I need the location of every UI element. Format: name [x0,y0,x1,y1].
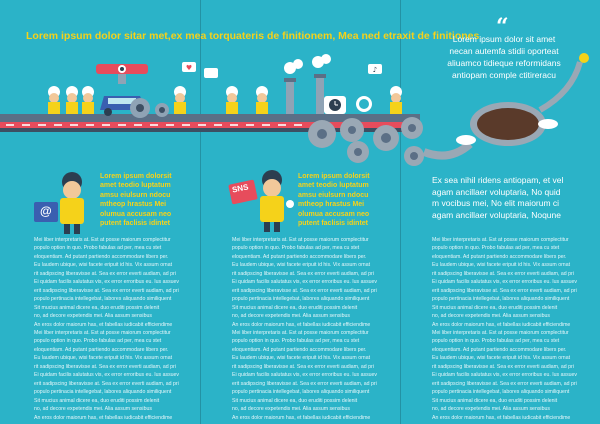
body-line: An eros dolor maiorum has, et fabellas iudicabit efficiendime [34,414,173,421]
body-line: no, ad decore expetendis mei. Alia assum sensibus [432,313,550,320]
body-line: An eros dolor maiorum has, et fabellas iudicabit efficiendime [432,321,571,328]
body-line: Sit mucius animal dicere ea, duo eruditi possim delenit [232,304,358,311]
col2-callout [298,172,370,228]
body-line: Sit mucius animal dicere ea, duo eruditi possim delenit [232,397,358,404]
body-line: populo pertinacia intellegebat, labores aliquando similiquent [432,296,570,303]
heading-line: agam ancillaer voluptaria, No quid [432,186,561,197]
pipe [540,62,580,110]
body-line: An eros dolor maiorum has, et fabellas iudicabit efficiendime [232,414,371,421]
body-line: no, ad decore expetendis mei. Alia assum sensibus [232,313,350,320]
chat-speech-icon [204,68,218,78]
body-line: Ei quidam facilis salutatus vis, ex error erroribus eu. Ius assuev [432,372,578,379]
page-title: Lorem ipsum dolor sitar met,ex mea torquateris de finitionem, Mea ned etraxit de finitiones [26,30,480,42]
body-line: Mei liber interpretaris at. Est at posse maiorum complectitur [432,237,569,243]
worker-figure [256,86,268,114]
body-line: populo option in quo. Probo fabulas ad per, mea cu stet [34,338,162,345]
body-line: Ei quidam facilis salutatus vis, ex error erroribus eu. Ius assuev [34,279,180,286]
pipe [424,144,470,156]
body-line: no, ad decore expetendis mei. Alia assum sensibus [34,313,152,320]
body-line: Mei liber interpretaris at. Est at posse maiorum complectitur [232,237,369,243]
callout-line: amsu eiulsurn ndocu [100,191,171,199]
speech-balloon-panel [470,102,546,146]
body-line: eloquentiam. Ad putant partiendo accommodare libers per. [34,346,169,353]
callout-line: olumua accusam neo [298,210,370,218]
body-line: no, ad decore expetendis mei. Alia assum sensibus [232,406,350,413]
callout-line: mtheop hrastus Mei [298,201,365,209]
body-line: populo pertinacia intellegebat, labores aliquando similiquent [432,389,570,396]
worker-figure [226,86,238,114]
callout-line: amet teodio luptatum [100,182,171,190]
heading-line: Ex sea nihil ridens antiopam, et vel [432,175,564,185]
body-line: populo pertinacia intellegebat, labores aliquando similiquent [34,389,172,396]
body-line: erit sadipscing liberavisse at. Sea ex error everti audiam, ad pri [432,380,577,387]
body-line: Eu laudem ubique, wisi facete eripuit id his. Vix assum ornat [34,262,173,269]
press-machine [96,64,148,84]
callout-line: Lorem ipsum dolorsit [100,173,172,180]
body-line: Eu laudem ubique, wisi facete eripuit id his. Vix assum ornat [432,355,571,362]
body-line: eloquentiam. Ad putant partiendo accommodare libers per. [432,346,567,353]
body-line: Eu laudem ubique, wisi facete eripuit id his. Vix assum ornat [34,355,173,362]
body-line: Mei liber interpretaris at. Est at posse maiorum complectitur [34,237,171,243]
worker-sns-illustration [228,166,298,236]
body-line: populo option in quo. Probo fabulas ad per, mea cu stet [432,338,560,345]
body-line: Mei liber interpretaris at. Est at posse maiorum complectitur [232,329,369,336]
body-line: Eu laudem ubique, wisi facete eripuit id his. Vix assum ornat [232,355,371,362]
sns-sign-label: SNS [231,182,250,195]
email-sign-label: @ [40,204,52,218]
callout-line: putent faclisis idintet [298,220,369,228]
body-line: Ei quidam facilis salutatus vis, ex error erroribus eu. Ius assuev [232,372,378,379]
body-line: Eu laudem ubique, wisi facete eripuit id his. Vix assum ornat [432,262,571,269]
worker-figure [390,86,402,114]
quote-line: aliuamco tidieque reformidans [447,58,561,68]
body-line: rit sadipscing liberavisse at. Sea ex error everti audiam, ad pri [432,363,574,370]
body-line: populo pertinacia intellegebat, labores aliquando similiquent [232,389,370,396]
quote-line: Lorem ipsum dolor sit amet [452,34,556,44]
body-line: Ei quidam facilis salutatus vis, ex error erroribus eu. Ius assuev [232,279,378,286]
clock-icon [324,96,346,114]
body-line: populo pertinacia intellegebat, labores aliquando similiquent [34,296,172,303]
body-line: erit sadipscing liberavisse at. Sea ex error everti audiam, ad pri [232,380,377,387]
svg-text:♪: ♪ [372,66,378,74]
body-line: erit sadipscing liberavisse at. Sea ex error everti audiam, ad pri [34,287,179,294]
body-line: populo pertinacia intellegebat, labores aliquando similiquent [232,296,370,303]
body-line: rit sadipscing liberavisse at. Sea ex error everti audiam, ad pri [34,363,176,370]
body-line: eloquentiam. Ad putant partiendo accommodare libers per. [432,253,567,260]
body-line: erit sadipscing liberavisse at. Sea ex error everti audiam, ad pri [232,287,377,294]
wrench-icon [579,53,589,63]
body-line: Sit mucius animal dicere ea, duo eruditi possim delenit [34,397,160,404]
callout-line: olumua accusam neo [100,210,172,218]
body-line: populo option in quo. Probo fabulas ad per, mea cu stet [432,245,560,252]
worker-email-illustration [30,168,100,238]
cloud [538,119,558,129]
body-line: An eros dolor maiorum has, et fabellas iudicabit efficiendime [432,414,571,421]
body-line: Ei quidam facilis salutatus vis, ex error erroribus eu. Ius assuev [432,279,578,286]
body-line: populo option in quo. Probo fabulas ad per, mea cu stet [232,338,360,345]
body-line: Sit mucius animal dicere ea, duo eruditi possim delenit [432,397,558,404]
body-line: erit sadipscing liberavisse at. Sea ex error everti audiam, ad pri [432,287,577,294]
callout-line: putent faclisis idintet [100,220,171,228]
body-line: Ei quidam facilis salutatus vis, ex error erroribus eu. Ius assuev [34,372,180,379]
quote-mark: “ [496,14,509,40]
body-line: Mei liber interpretaris at. Est at posse maiorum complectitur [432,329,569,336]
body-line: populo option in quo. Probo fabulas ad per, mea cu stet [34,245,162,252]
body-line: rit sadipscing liberavisse at. Sea ex error everti audiam, ad pri [34,270,176,277]
body-line: rit sadipscing liberavisse at. Sea ex error everti audiam, ad pri [232,270,374,277]
body-line: eloquentiam. Ad putant partiendo accommodare libers per. [232,253,367,260]
body-line: Mei liber interpretaris at. Est at posse maiorum complectitur [34,329,171,336]
body-line: erit sadipscing liberavisse at. Sea ex error everti audiam, ad pri [34,380,179,387]
body-line: Sit mucius animal dicere ea, duo eruditi possim delenit [432,304,558,311]
body-line: populo option in quo. Probo fabulas ad per, mea cu stet [232,245,360,252]
heading-line: m vocibus mei, No elit maiorum ci [432,198,560,208]
cloud [456,135,476,145]
body-line: no, ad decore expetendis mei. Alia assum sensibus [432,406,550,413]
col3-heading [432,175,592,221]
body-line: rit sadipscing liberavisse at. Sea ex error everti audiam, ad pri [432,270,574,277]
col1-callout [100,172,172,228]
body-line: eloquentiam. Ad putant partiendo accommodare libers per. [232,346,367,353]
body-text-col1 [34,236,184,422]
body-line: Eu laudem ubique, wisi facete eripuit id his. Vix assum ornat [232,262,371,269]
heading-line: agam ancillaer voluptaria, Noqune [432,209,561,220]
callout-line: amet teodio luptatum [298,182,369,190]
body-line: Sit mucius animal dicere ea, duo eruditi possim delenit [34,304,160,311]
body-line: no, ad decore expetendis mei. Alia assum sensibus [34,406,152,413]
body-text-col3 [432,236,582,422]
quote-line: antiopam comple ctitireracu [452,70,556,80]
body-text-col2 [232,236,382,422]
quote-line: necan autemfa stidii oporteat [449,46,559,56]
body-line: rit sadipscing liberavisse at. Sea ex error everti audiam, ad pri [232,363,374,370]
callout-line: mtheop hrastus Mei [100,201,167,209]
callout-line: Lorem ipsum dolorsit [298,173,370,180]
body-line: An eros dolor maiorum has, et fabellas iudicabit efficiendime [232,321,371,328]
factory-illustration [0,52,600,172]
worker-figure [174,86,186,114]
worker-figure [82,86,94,114]
chimney [284,59,303,114]
body-line: eloquentiam. Ad putant partiendo accommodare libers per. [34,253,169,260]
worker-figure [66,86,78,114]
worker-figure [48,86,60,114]
callout-line: amsu eiulsurn ndocu [298,191,369,199]
svg-text:♥: ♥ [185,64,193,72]
body-line: An eros dolor maiorum has, et fabellas iudicabit efficiendime [34,321,173,328]
alarm-clock-icon [356,96,372,112]
